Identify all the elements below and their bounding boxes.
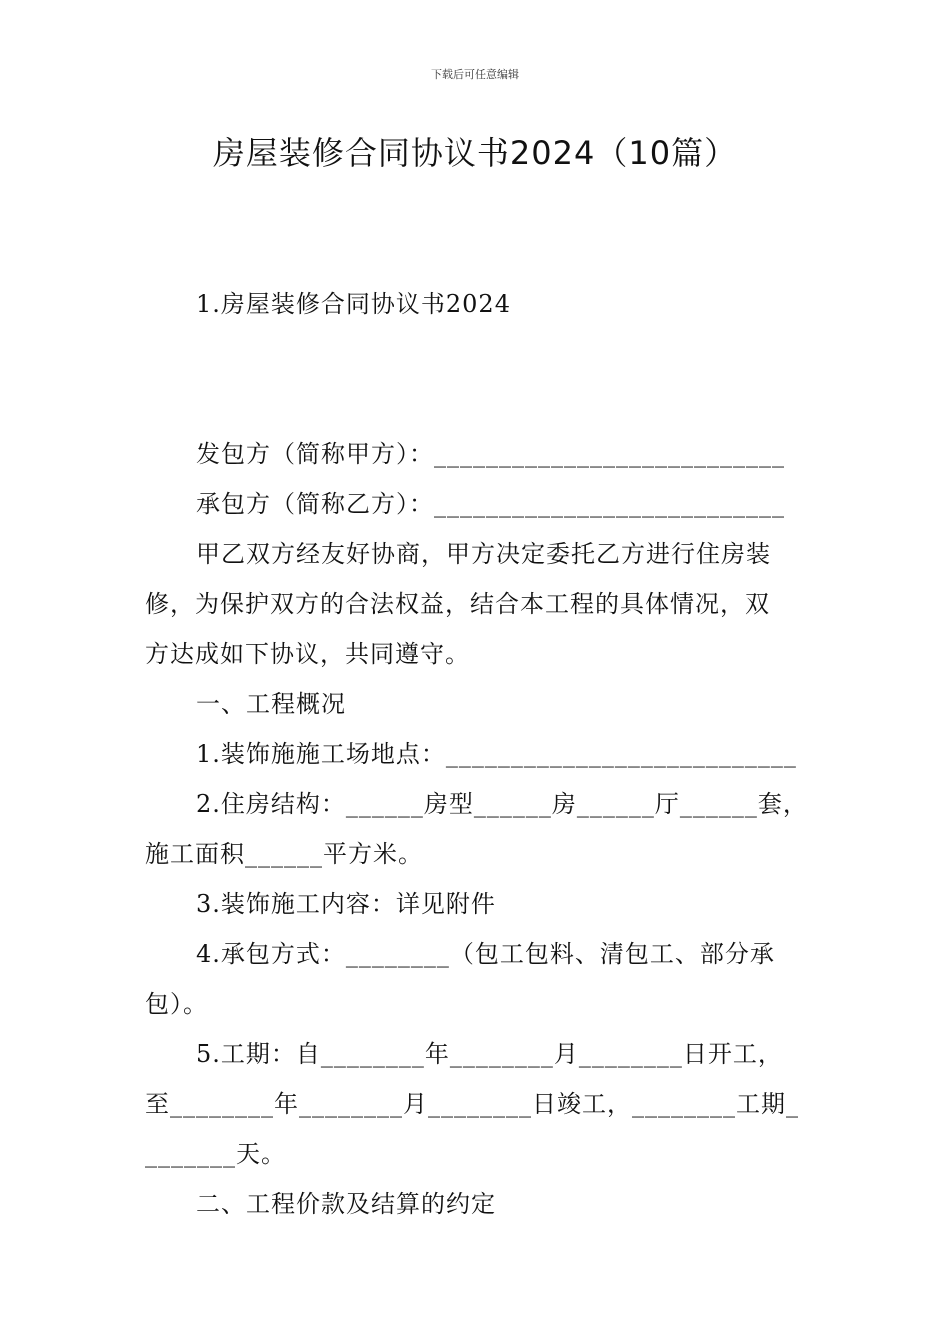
clause-line: 5.工期：自________年________月________日开工， [196, 1040, 783, 1068]
document-title: 房屋装修合同协议书2024（10篇） [212, 134, 738, 172]
section-heading: 一、工程概况 [196, 690, 346, 718]
paragraph-line: 甲乙双方经友好协商，甲方决定委托乙方进行住房装 [196, 540, 771, 568]
paragraph-line: 方达成如下协议，共同遵守。 [145, 640, 470, 668]
party-a-line: 发包方（简称甲方）：___________________________ [196, 440, 785, 468]
section-heading: 二、工程价款及结算的约定 [196, 1190, 496, 1218]
clause-line: 4.承包方式：________（包工包料、清包工、部分承 [196, 940, 775, 968]
clause-line: 3.装饰施工内容：详见附件 [196, 890, 496, 918]
party-b-line: 承包方（简称乙方）：___________________________ [196, 490, 785, 518]
paragraph-line: 修，为保护双方的合法权益，结合本工程的具体情况，双 [145, 590, 770, 618]
section-heading-1: 1.房屋装修合同协议书2024 [196, 290, 511, 318]
clause-line: 至________年________月________日竣工，________工期_ [145, 1090, 799, 1118]
clause-line: _______天。 [145, 1140, 286, 1168]
clause-line: 1.装饰施施工场地点：___________________________ [196, 740, 797, 768]
clause-line: 包）。 [145, 990, 208, 1018]
page-header-note: 下载后可任意编辑 [431, 68, 519, 81]
clause-line: 施工面积______平方米。 [145, 840, 423, 868]
clause-line: 2.住房结构：______房型______房______厅______套， [196, 790, 808, 818]
